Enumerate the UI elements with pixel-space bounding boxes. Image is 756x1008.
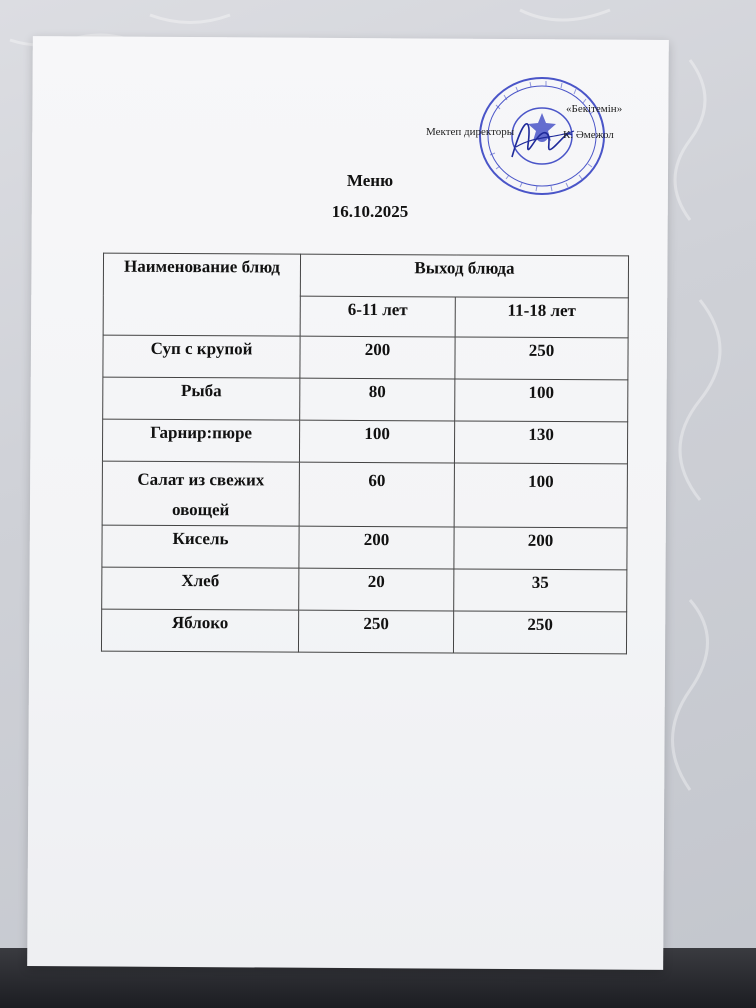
portion-6-11: 250	[298, 610, 453, 653]
header-portion-output: Выход блюда	[300, 254, 628, 298]
portion-6-11: 80	[300, 378, 455, 421]
portion-11-18: 100	[454, 463, 627, 528]
portion-6-11: 100	[299, 420, 454, 463]
menu-table	[101, 253, 629, 655]
dish-name: Салат из свежих овощей	[102, 461, 299, 526]
portion-11-18: 35	[454, 569, 627, 612]
portion-6-11: 60	[299, 462, 454, 527]
portion-11-18: 100	[455, 379, 628, 422]
dish-name: Кисель	[102, 525, 299, 568]
portion-11-18: 250	[453, 611, 626, 654]
dish-name: Рыба	[103, 377, 300, 420]
approval-role: Мектеп директоры	[426, 126, 515, 138]
portion-6-11: 200	[300, 336, 455, 379]
subheader-age-6-11: 6-11 лет	[300, 296, 455, 337]
portion-11-18: 250	[455, 337, 628, 380]
table-row	[102, 525, 627, 570]
dish-name: Хлеб	[102, 567, 299, 610]
table-row	[102, 567, 627, 612]
header-dish-name: Наименование блюд	[103, 253, 300, 336]
portion-11-18: 130	[454, 421, 627, 464]
approval-name: К. Әмежол	[563, 129, 614, 141]
portion-6-11: 200	[299, 526, 454, 569]
portion-6-11: 20	[299, 568, 454, 611]
document-date: 16.10.2025	[331, 202, 409, 221]
dish-name: Яблоко	[101, 609, 298, 652]
table-row	[102, 419, 627, 464]
table-row	[101, 609, 626, 654]
table-row	[103, 377, 628, 422]
dish-name: Суп с крупой	[103, 335, 300, 378]
dish-name: Гарнир:пюре	[102, 419, 299, 462]
table-header-row	[103, 253, 628, 298]
subheader-age-11-18: 11-18 лет	[455, 297, 628, 338]
approval-title: «Бекітемін»	[566, 103, 623, 115]
table-row	[102, 461, 627, 528]
document-title: Меню	[346, 171, 394, 190]
table-row	[103, 335, 628, 380]
portion-11-18: 200	[454, 527, 627, 570]
